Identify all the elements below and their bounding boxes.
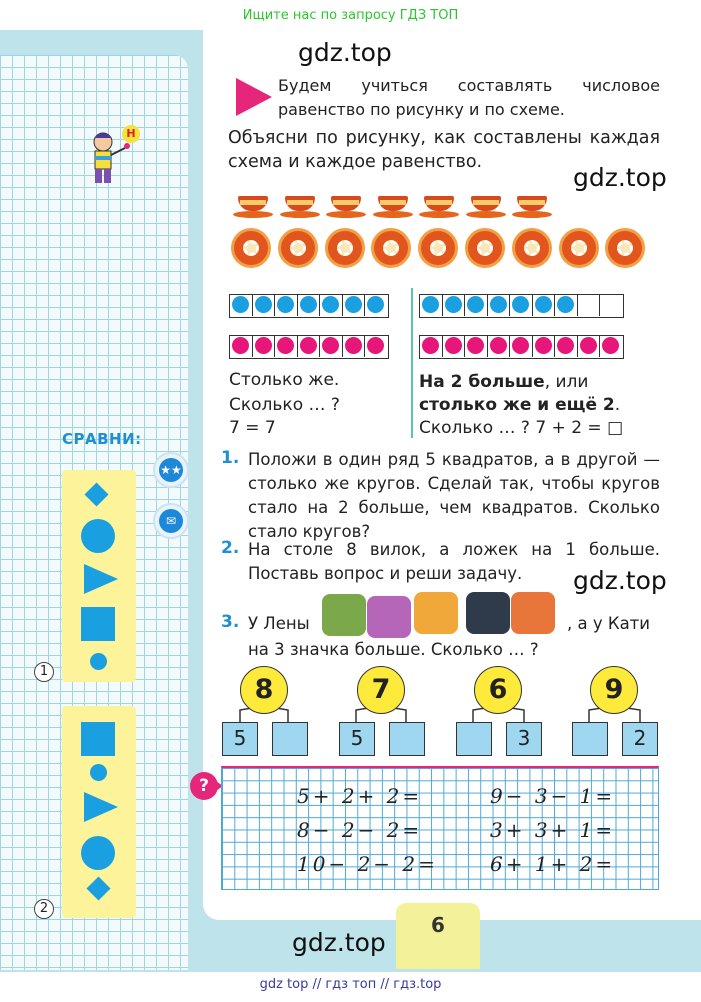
counter-dot bbox=[322, 337, 339, 354]
exercise-left-3: 10− 2− 2= bbox=[297, 852, 438, 876]
footer-links[interactable]: gdz top // гдз топ // гдз.top bbox=[259, 977, 442, 992]
counter-dot bbox=[255, 296, 272, 313]
saucer-icon bbox=[418, 228, 458, 268]
counter-dot-cell bbox=[465, 336, 488, 357]
square-shape bbox=[81, 722, 115, 756]
tree-top-number: 7 bbox=[357, 666, 405, 714]
tree-right-box[interactable] bbox=[272, 722, 308, 756]
explain-text: Объясни по рисунку, как составлены каждая схема и каждое равенство. bbox=[228, 128, 660, 172]
exercise-right-1: 9− 3− 1= bbox=[490, 784, 616, 808]
counter-dot-cell bbox=[343, 336, 366, 357]
right-scheme-line2-bold: столько же и ещё 2 bbox=[419, 395, 615, 415]
small-circle-shape bbox=[90, 764, 107, 781]
counter-dot bbox=[345, 337, 362, 354]
task-3-text-a: У Лены bbox=[248, 614, 310, 633]
envelope-icon[interactable]: ✉ bbox=[153, 503, 189, 539]
counter-dot-cell bbox=[298, 336, 321, 357]
teacup-icon bbox=[233, 194, 273, 218]
page-number: 6 bbox=[396, 903, 480, 969]
watermark: gdz.top bbox=[573, 566, 667, 595]
task-3-text-c: на 3 значка больше. Сколько … ? bbox=[248, 640, 539, 659]
counter-dot bbox=[255, 337, 272, 354]
task-number-1: 1. bbox=[221, 448, 240, 468]
counter-dot bbox=[277, 337, 294, 354]
counter-dot bbox=[300, 296, 317, 313]
circle-shape bbox=[81, 836, 115, 870]
counter-dot-cell bbox=[465, 295, 488, 316]
teacup-icon bbox=[419, 194, 459, 218]
counter-dot bbox=[580, 337, 597, 354]
counter-empty-cell bbox=[578, 295, 601, 316]
saucer-icon bbox=[231, 228, 271, 268]
counter-dot bbox=[557, 337, 574, 354]
play-marker-icon bbox=[236, 78, 272, 116]
tree-left-box[interactable] bbox=[572, 722, 608, 756]
tree-right-box[interactable]: 2 bbox=[622, 722, 658, 756]
rhino-badge-icon bbox=[367, 596, 411, 638]
counter-dot bbox=[300, 337, 317, 354]
counter-dot bbox=[602, 337, 619, 354]
right-bottom-strip bbox=[419, 335, 624, 359]
intro-text: Будем учиться составлять числовое равенство по рисунку и по схеме. bbox=[278, 76, 660, 119]
counter-dot bbox=[422, 337, 439, 354]
counter-dot-cell bbox=[578, 336, 601, 357]
counter-dot-cell bbox=[488, 295, 511, 316]
counter-dot-cell bbox=[275, 336, 298, 357]
counter-dot bbox=[445, 296, 462, 313]
card-number-2: 2 bbox=[34, 899, 54, 919]
counter-dot-cell bbox=[253, 336, 276, 357]
counter-dot-cell bbox=[600, 336, 623, 357]
counter-dot-cell bbox=[343, 295, 366, 316]
saucer-icon bbox=[559, 228, 599, 268]
teacup-icon bbox=[280, 194, 320, 218]
tree-left-box[interactable] bbox=[456, 722, 492, 756]
left-bottom-strip bbox=[229, 335, 389, 359]
counter-dot-cell bbox=[365, 295, 388, 316]
counter-dot-cell bbox=[420, 336, 443, 357]
fox-badge-icon bbox=[511, 592, 555, 634]
counter-dot bbox=[557, 296, 574, 313]
tree-left-box[interactable]: 5 bbox=[222, 722, 258, 756]
counter-empty-cell bbox=[600, 295, 623, 316]
counter-dot bbox=[467, 296, 484, 313]
saucer-icon bbox=[278, 228, 318, 268]
counter-dot-cell bbox=[533, 336, 556, 357]
triangle-shape bbox=[84, 564, 118, 594]
fish-badge-icon bbox=[414, 592, 458, 634]
counter-dot-cell bbox=[488, 336, 511, 357]
turtle-badge-icon bbox=[322, 594, 366, 636]
task-3-text-b: , а у Кати bbox=[567, 614, 651, 633]
counter-dot-cell bbox=[275, 295, 298, 316]
saucer-icon bbox=[465, 228, 505, 268]
counter-dot bbox=[467, 337, 484, 354]
counter-dot bbox=[512, 296, 529, 313]
task-1-text: Положи в один ряд 5 квадратов, а в другой — столько же кругов. Сделай так, чтобы кругов стало на 2 больше, чем квадратов. Сколько стало кругов? bbox=[248, 450, 660, 541]
card-number-1: 1 bbox=[34, 662, 54, 682]
exercise-left-2: 8− 2− 2= bbox=[297, 818, 423, 842]
right-scheme-line1-bold: На 2 больше bbox=[419, 372, 545, 392]
counter-dot-cell bbox=[555, 295, 578, 316]
counter-dot bbox=[422, 296, 439, 313]
counter-dot-cell bbox=[298, 295, 321, 316]
counter-dot-cell bbox=[365, 336, 388, 357]
exercise-right-2: 3+ 3+ 1= bbox=[490, 818, 616, 842]
counter-dot-cell bbox=[443, 295, 466, 316]
scheme-divider bbox=[411, 288, 413, 438]
square-shape bbox=[81, 607, 115, 641]
counter-dot bbox=[367, 337, 384, 354]
counter-dot-cell bbox=[533, 295, 556, 316]
counter-dot bbox=[512, 337, 529, 354]
right-scheme-line1-rest: , или bbox=[544, 372, 589, 392]
right-scheme-line1 bbox=[419, 370, 588, 394]
counter-dot bbox=[535, 337, 552, 354]
counter-dot-cell bbox=[253, 295, 276, 316]
watermark: gdz.top bbox=[573, 163, 667, 192]
task-number-2: 2. bbox=[221, 538, 240, 558]
right-scheme-line3: Сколько … ? 7 + 2 = □ bbox=[419, 418, 624, 438]
left-scheme-line2: Сколько … ? bbox=[229, 395, 340, 415]
right-scheme-line2-rest: . bbox=[614, 395, 621, 415]
tree-top-number: 9 bbox=[590, 666, 638, 714]
teacup-icon bbox=[512, 194, 552, 218]
counter-dot bbox=[322, 296, 339, 313]
task-2-text: На столе 8 вилок, а ложек на 1 больше. Поставь вопрос и реши задачу. bbox=[248, 540, 660, 583]
compare-label: СРАВНИ: bbox=[62, 430, 142, 448]
tree-right-box[interactable]: 3 bbox=[506, 722, 542, 756]
tree-left-box[interactable]: 5 bbox=[339, 722, 375, 756]
stars-icon[interactable]: ★★ bbox=[153, 452, 189, 488]
task-number-3: 3. bbox=[221, 612, 240, 632]
right-top-strip bbox=[419, 294, 624, 318]
watermark: gdz.top bbox=[298, 38, 392, 67]
counter-dot-cell bbox=[510, 295, 533, 316]
zebra-badge-icon bbox=[466, 592, 510, 634]
circle-shape bbox=[81, 519, 115, 553]
counter-dot bbox=[535, 296, 552, 313]
top-banner[interactable]: Ищите нас по запросу ГДЗ ТОП bbox=[242, 8, 459, 23]
badge-n: Н bbox=[122, 125, 140, 143]
counter-dot bbox=[490, 296, 507, 313]
exercise-left-1: 5+ 2+ 2= bbox=[297, 784, 423, 808]
counter-dot bbox=[445, 337, 462, 354]
counter-dot bbox=[490, 337, 507, 354]
counter-dot bbox=[232, 296, 249, 313]
teacup-icon bbox=[373, 194, 413, 218]
counter-dot bbox=[232, 337, 249, 354]
counter-dot bbox=[345, 296, 362, 313]
right-scheme-line2 bbox=[419, 393, 620, 417]
counter-dot-cell bbox=[230, 295, 253, 316]
tree-right-box[interactable] bbox=[389, 722, 425, 756]
counter-dot-cell bbox=[320, 295, 343, 316]
question-badge-icon: ? bbox=[190, 772, 218, 800]
watermark: gdz.top bbox=[292, 928, 386, 957]
counter-dot bbox=[277, 296, 294, 313]
counter-dot-cell bbox=[510, 336, 533, 357]
counter-dot-cell bbox=[420, 295, 443, 316]
left-scheme-line1: Столько же. bbox=[229, 370, 340, 390]
tree-top-number: 6 bbox=[474, 666, 522, 714]
counter-dot-cell bbox=[555, 336, 578, 357]
teacup-icon bbox=[326, 194, 366, 218]
small-circle-shape bbox=[90, 653, 107, 670]
counter-dot-cell bbox=[230, 336, 253, 357]
teacup-icon bbox=[466, 194, 506, 218]
triangle-shape bbox=[84, 792, 118, 822]
saucer-icon bbox=[325, 228, 365, 268]
left-top-strip bbox=[229, 294, 389, 318]
counter-dot bbox=[367, 296, 384, 313]
left-scheme-line3: 7 = 7 bbox=[229, 418, 276, 438]
tree-top-number: 8 bbox=[240, 666, 288, 714]
saucer-icon bbox=[512, 228, 552, 268]
counter-dot-cell bbox=[320, 336, 343, 357]
exercise-right-3: 6+ 1+ 2= bbox=[490, 852, 616, 876]
counter-dot-cell bbox=[443, 336, 466, 357]
